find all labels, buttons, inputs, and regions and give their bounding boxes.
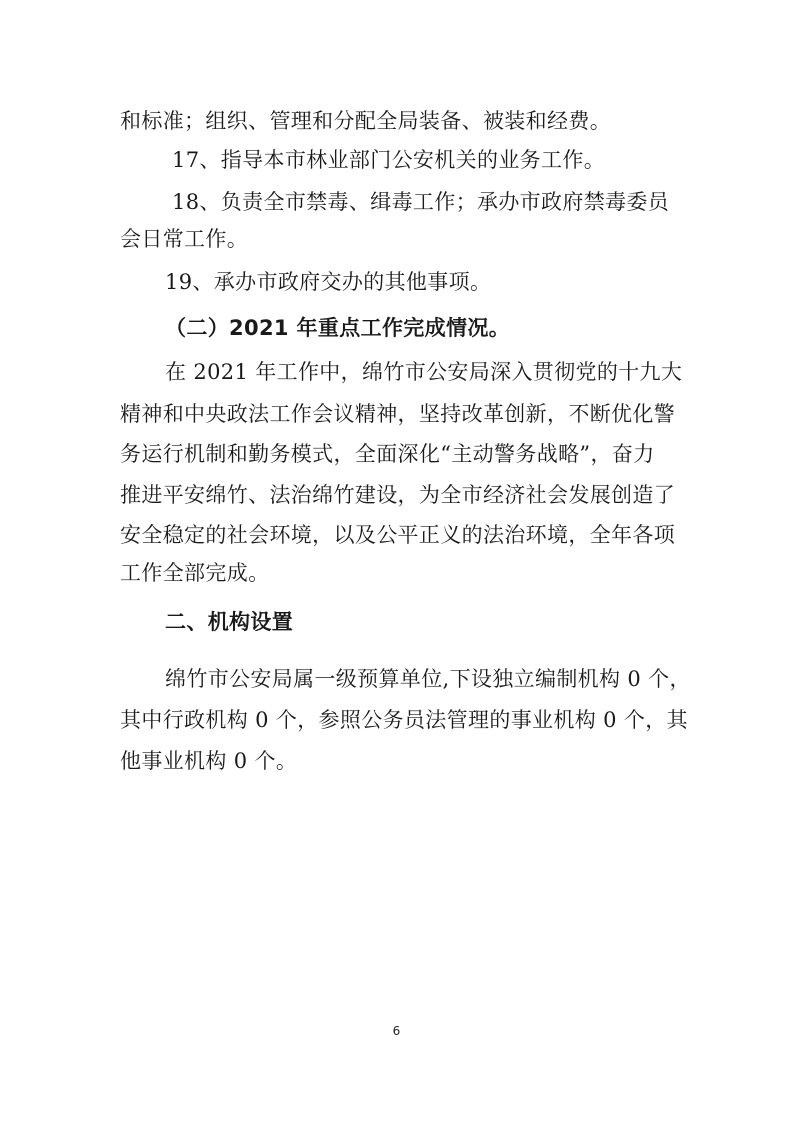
paragraph-line-1: 和标准；组织、管理和分配全局装备、被装和经费。 xyxy=(120,109,612,133)
paragraph-line-4: 务运行机制和勤务模式，全面深化“主动警务战略”，奋力 xyxy=(120,442,655,466)
paragraph-line-2: 在 2021 年工作中，绵竹市公安局深入贯彻党的十九大 xyxy=(165,360,683,384)
list-item-18-continuation: 会日常工作。 xyxy=(120,227,249,251)
paragraph-line-9: 其中行政机构 0 个，参照公务员法管理的事业机构 0 个，其 xyxy=(120,708,688,732)
subsection-heading: （二）2021 年重点工作完成情况。 xyxy=(165,316,511,340)
paragraph-line-5: 推进平安绵竹、法治绵竹建设，为全市经济社会发展创造了 xyxy=(120,483,676,507)
paragraph-line-3: 精神和中央政法工作会议精神，坚持改革创新，不断优化警 xyxy=(120,402,676,426)
list-item-18: 18、负责全市禁毒、缉毒工作；承办市政府禁毒委员 xyxy=(172,190,670,214)
page-number: 6 xyxy=(392,1024,401,1038)
paragraph-line-6: 安全稳定的社会环境，以及公平正义的法治环境，全年各项 xyxy=(120,523,676,547)
paragraph-line-10: 他事业机构 0 个。 xyxy=(120,749,298,773)
paragraph-line-8: 绵竹市公安局属一级预算单位,下设独立编制机构 0 个， xyxy=(165,667,691,691)
list-item-17: 17、指导本市林业部门公安机关的业务工作。 xyxy=(172,148,606,172)
section-heading: 二、机构设置 xyxy=(165,610,294,634)
paragraph-line-7: 工作全部完成。 xyxy=(120,561,270,585)
list-item-19: 19、承办市政府交办的其他事项。 xyxy=(165,270,492,294)
